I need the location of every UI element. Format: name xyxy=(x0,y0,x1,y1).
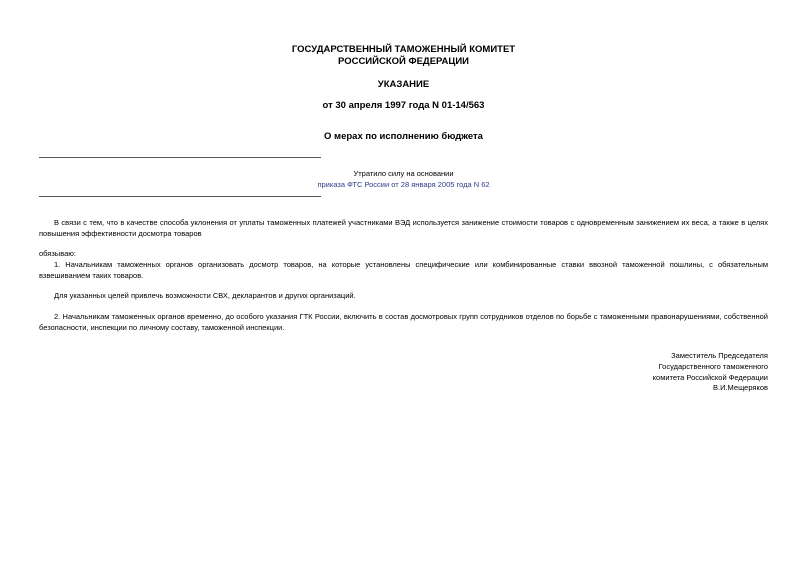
item-2-paragraph: 2. Начальникам таможенных органов временно, до особого указания ГТК России, включить в состав досмотровых групп сотрудников отделов по борьбе с таможенными правонарушениями, собственной безопасности, инспекции по личному составу, таможенной инспекции. xyxy=(39,312,768,332)
divider-top xyxy=(39,157,321,158)
signer-title-1: Заместитель Председателя xyxy=(671,351,768,360)
signer-title-2: Государственного таможенного xyxy=(658,361,768,371)
authority-line-1: ГОСУДАРСТВЕННЫЙ ТАМОЖЕННЫЙ КОМИТЕТ xyxy=(291,44,516,55)
obligation-word: обязываю: xyxy=(39,249,76,258)
signer-title-3: комитета Российской Федерации xyxy=(652,372,768,382)
status-note: Утратило силу на основании xyxy=(353,169,454,178)
signature-block xyxy=(653,351,768,394)
document-type: УКАЗАНИЕ xyxy=(377,79,430,90)
status-link-wrapper xyxy=(240,179,567,190)
authority-line-2: РОССИЙСКОЙ ФЕДЕРАЦИИ xyxy=(337,56,469,67)
document-date-number: от 30 апреля 1997 года N 01-14/563 xyxy=(322,100,485,111)
preamble-paragraph: В связи с тем, что в качестве способа уклонения от уплаты таможенных платежей участниками ВЭД используется занижение стоимости товаров с одновременным занижением их веса, а также в целях повышения эффективности досмотра товаров xyxy=(39,218,768,238)
repeal-order-link[interactable]: приказа ФТС России от 28 января 2005 года N 62 xyxy=(317,180,490,189)
divider-bottom xyxy=(39,196,321,197)
issuing-authority xyxy=(0,44,807,68)
document-subject: О мерах по исполнению бюджета xyxy=(324,131,483,142)
signer-name: В.И.Мещеряков xyxy=(713,383,768,393)
item-1-note-paragraph: Для указанных целей привлечь возможности СВХ, декларантов и других организаций. xyxy=(54,291,356,300)
item-1-paragraph: 1. Начальникам таможенных органов организовать досмотр товаров, на которые установлены специфические или комбинированные ставки ввозной таможенной пошлины, с обязательным взвешиванием таких товаров. xyxy=(39,260,768,280)
